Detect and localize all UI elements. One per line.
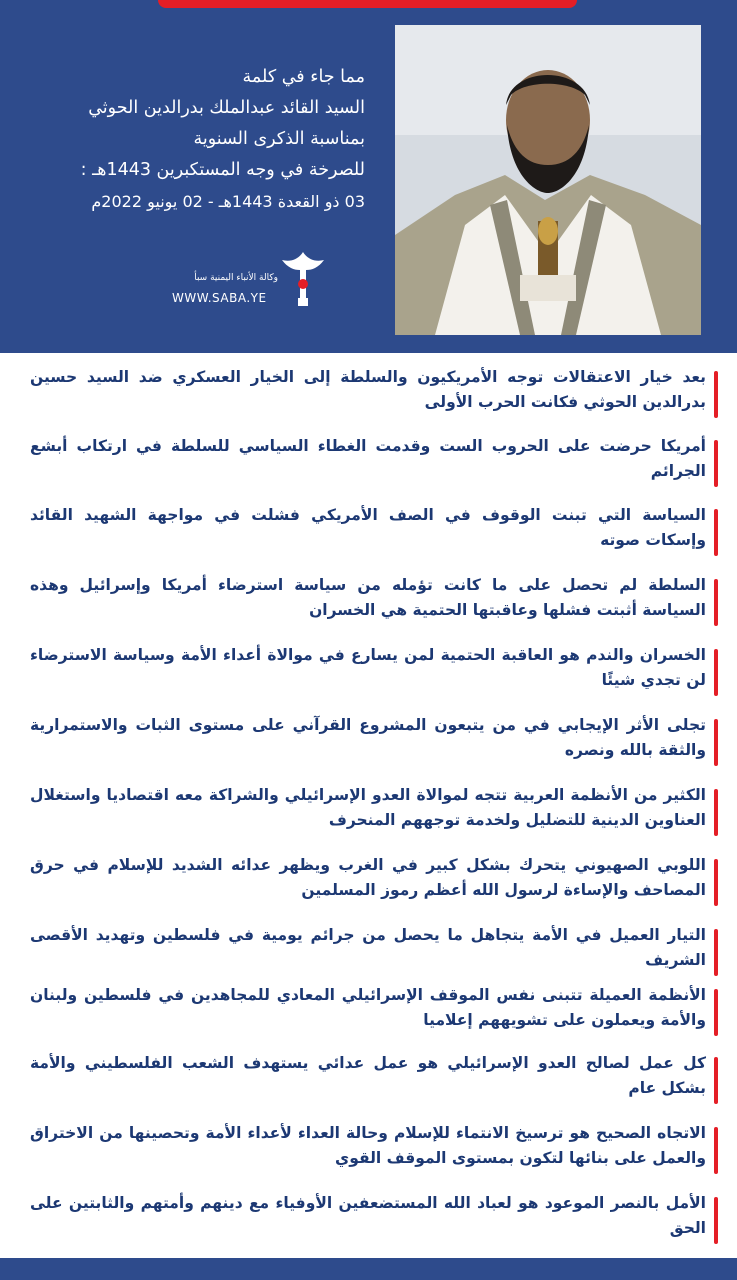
red-bullet-bar xyxy=(714,1197,718,1244)
red-bullet-bar xyxy=(714,789,718,836)
intro-line: بمناسبة الذكرى السنوية xyxy=(193,129,365,149)
red-bullet-bar xyxy=(714,440,718,487)
list-item: كل عمل لصالح العدو الإسرائيلي هو عمل عدائي يستهدف الشعب الفلسطيني والأمة بشكل عام xyxy=(30,1051,706,1111)
list-item: الكثير من الأنظمة العربية تتجه لموالاة العدو الإسرائيلي والشراكة معه اقتصاديا واستغلال العناوين الدينية للتضليل ولخدمة توجههم المنحرف xyxy=(30,783,706,843)
red-bullet-bar xyxy=(714,929,718,976)
intro-line: السيد القائد عبدالملك بدرالدين الحوثي xyxy=(88,98,365,118)
list-item: بعد خيار الاعتقالات توجه الأمريكيون والسلطة إلى الخيار العسكري ضد السيد حسين بدرالدين الحوثي فكانت الحرب الأولى xyxy=(30,365,706,425)
list-item: تجلى الأثر الإيجابي في من يتبعون المشروع القرآني على مستوى الثبات والاستمرارية والثقة بالله ونصره xyxy=(30,713,706,773)
agency-url: WWW.SABA.YE xyxy=(172,291,267,305)
red-bullet-bar xyxy=(714,1127,718,1174)
list-item: الأمل بالنصر الموعود هو لعباد الله المستضعفين الأوفياء مع دينهم وأمتهم والثابتين على الحق xyxy=(30,1191,706,1251)
footer-bar xyxy=(0,1258,737,1280)
red-bullet-bar xyxy=(714,719,718,766)
red-bullet-bar xyxy=(714,649,718,696)
header-banner xyxy=(0,0,737,353)
list-item: اللوبي الصهيوني يتحرك بشكل كبير في الغرب ويظهر عدائه الشديد للإسلام في حرق المصاحف والإساءة لرسول الله أعظم رموز المسلمين xyxy=(30,853,706,913)
list-item: التيار العميل في الأمة يتجاهل ما يحصل من جرائم يومية في فلسطين وتهديد الأقصى الشريف xyxy=(30,923,706,983)
red-bullet-bar xyxy=(714,859,718,906)
list-item: الأنظمة العميلة تتبنى نفس الموقف الإسرائيلي المعادي للمجاهدين في فلسطين ولبنان والأمة ويعملون على تشويههم إعلاميا xyxy=(30,983,706,1043)
saba-logo xyxy=(168,248,328,318)
list-item: السلطة لم تحصل على ما كانت تؤمله من سياسة استرضاء أمريكا وإسرائيل وهذه السياسة أثبتت فشلها وعاقبتها الحتمية هي الخسران xyxy=(30,573,706,633)
leader-photo xyxy=(395,25,701,335)
red-bullet-bar xyxy=(714,371,718,418)
leader-portrait-image xyxy=(395,25,701,335)
intro-line: مما جاء في كلمة xyxy=(242,67,365,87)
intro-line: للصرخة في وجه المستكبرين 1443هـ : xyxy=(80,160,365,180)
list-item: الخسران والندم هو العاقبة الحتمية لمن يسارع في موالاة أعداء الأمة وسياسة الاسترضاء لن تجدي شيئًا xyxy=(30,643,706,703)
agency-name: وكالة الأنباء اليمنية سبأ xyxy=(194,273,278,283)
saba-eagle-emblem-icon xyxy=(280,248,326,310)
top-red-strip xyxy=(158,0,577,8)
red-bullet-bar xyxy=(714,1057,718,1104)
red-bullet-bar xyxy=(714,989,718,1036)
red-bullet-bar xyxy=(714,509,718,556)
list-item: أمريكا حرضت على الحروب الست وقدمت الغطاء السياسي للسلطة في ارتكاب أبشع الجرائم xyxy=(30,434,706,494)
red-bullet-bar xyxy=(714,579,718,626)
speech-date: 03 ذو القعدة 1443هـ - 02 يونيو 2022م xyxy=(91,192,365,211)
list-item: السياسة التي تبنت الوقوف في الصف الأمريكي فشلت في مواجهة الشهيد القائد وإسكات صوته xyxy=(30,503,706,563)
intro-text xyxy=(5,62,365,211)
list-item: الاتجاه الصحيح هو ترسيخ الانتماء للإسلام وحالة العداء لأعداء الأمة وتحصينها من الاختراق والعمل على بنائها لتكون بمستوى الموقف القوي xyxy=(30,1121,706,1181)
